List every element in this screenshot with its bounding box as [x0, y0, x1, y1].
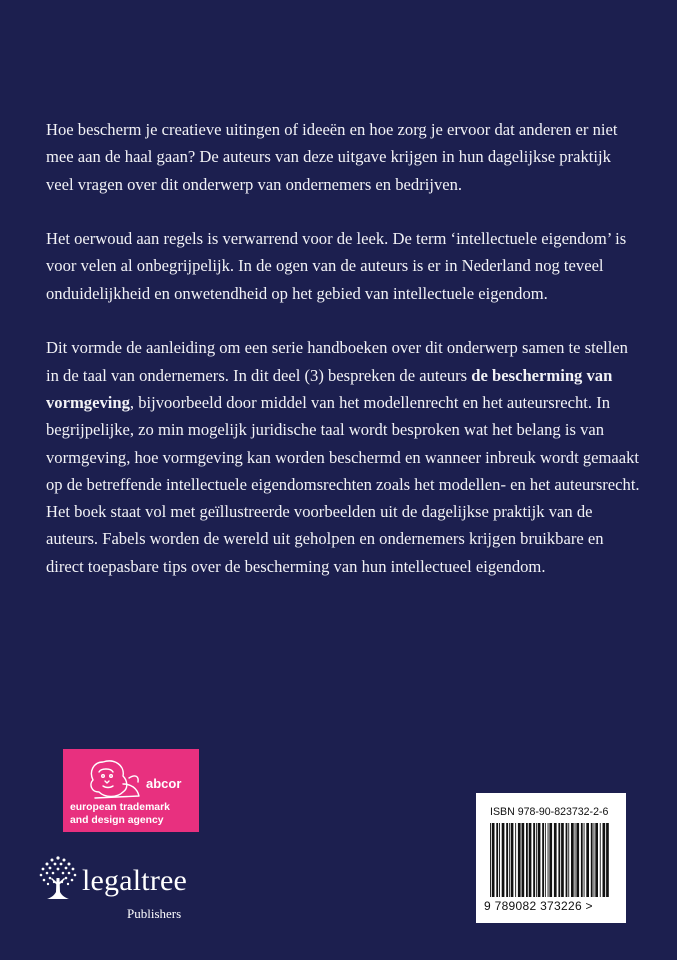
barcode-bars: [490, 823, 612, 897]
barcode-bar: [558, 823, 560, 897]
barcode-bar: [606, 823, 609, 897]
barcode-bar: [600, 823, 601, 897]
barcode-bar: [509, 823, 510, 897]
barcode-bar: [496, 823, 498, 897]
barcode-bar: [584, 823, 585, 897]
barcode-bar: [545, 823, 546, 897]
paragraph-3-body: , bijvoorbeeld door middel van het modellenrecht en het auteursrecht. In begrijpelijke, zo min mogelijk juridische taal wordt besproken wat het belang is van vormgeving, hoe vormgeving kan worden beschermd en wanneer inbreuk wordt gemaakt op de betreffende intellectuele eigendomsrechten zoals het modellen- en het auteursrecht. Het boek staat vol met geïllustreerde voorbeelden uit de dagelijkse praktijk van de auteurs. Fabels worden de wereld uit geholpen en ondernemers krijgen bruikbare en direct toepasbare tips over de bescherming van hun intellectueel eigendom.: [46, 392, 640, 576]
barcode-bar: [511, 823, 514, 897]
isbn-label: [490, 806, 608, 818]
barcode-bar: [554, 823, 557, 897]
barcode-bar: [568, 823, 569, 897]
barcode-bar: [515, 823, 516, 897]
barcode-bar: [538, 823, 541, 897]
abcor-tagline-1: european trademark: [70, 802, 170, 813]
paragraph-2: Het oerwoud aan regels is verwarrend voor de leek. De term ‘intellectuele eigendom’ is voor velen al onbegrijpelijk. In de ogen van de auteurs is er in Nederland nog teveel onduidelijkheid en onwetendheid op het gebied van intellectuele eigendom.: [46, 229, 627, 303]
barcode-bar: [594, 823, 595, 897]
legaltree-publishers: Publishers: [127, 906, 182, 921]
barcode-digits: 9 789082 373226 >: [484, 899, 593, 913]
lion-icon: [83, 754, 143, 802]
barcode-bar: [526, 823, 528, 897]
barcode-bar: [502, 823, 505, 897]
barcode-bar: [522, 823, 525, 897]
legaltree-logo: [36, 852, 216, 926]
tree-icon: [36, 852, 80, 908]
barcode-bar: [548, 823, 549, 897]
isbn-barcode: [476, 793, 626, 923]
abcor-logo: [63, 749, 199, 832]
isbn-number: 978-90-823732-2-6: [517, 806, 609, 818]
barcode-bar: [490, 823, 491, 897]
barcode-bar: [499, 823, 500, 897]
paragraph-1: Hoe bescherm je creatieve uitingen of ideeën en hoe zorg je ervoor dat anderen er niet mee aan de haal gaan? De auteurs van deze uitgave krijgen in hun dagelijkse praktijk veel vragen over dit onderwerp van ondernemers en bedrijven.: [46, 120, 618, 194]
barcode-bar: [529, 823, 532, 897]
barcode-bar: [492, 823, 495, 897]
barcode-bar: [571, 823, 574, 897]
barcode-bar: [603, 823, 606, 897]
barcode-bar: [595, 823, 598, 897]
isbn-prefix: ISBN: [490, 806, 515, 818]
legaltree-name: legaltree: [82, 864, 188, 897]
barcode-bar: [506, 823, 508, 897]
barcode-bar: [518, 823, 521, 897]
barcode-bar: [581, 823, 583, 897]
barcode-bar: [542, 823, 544, 897]
barcode-bar: [549, 823, 552, 897]
back-cover-text: [46, 116, 642, 580]
barcode-bar: [536, 823, 537, 897]
paragraph-3: [46, 334, 642, 580]
abcor-brand: abcor: [146, 776, 182, 791]
abcor-tagline-2: and design agency: [70, 815, 164, 826]
barcode-bar: [533, 823, 535, 897]
barcode-bar: [586, 823, 589, 897]
barcode-bar: [575, 823, 576, 897]
paragraph-3-emphasis: de bescherming van vormgeving: [46, 365, 613, 412]
barcode-bar: [561, 823, 564, 897]
paragraph-3-intro: Dit vormde de aanleiding om een serie handboeken over dit onderwerp samen te stellen in de taal van ondernemers. In dit deel (3) bespreken de auteurs: [46, 338, 628, 385]
barcode-bar: [566, 823, 568, 897]
barcode-bar: [576, 823, 579, 897]
barcode-bar: [591, 823, 593, 897]
